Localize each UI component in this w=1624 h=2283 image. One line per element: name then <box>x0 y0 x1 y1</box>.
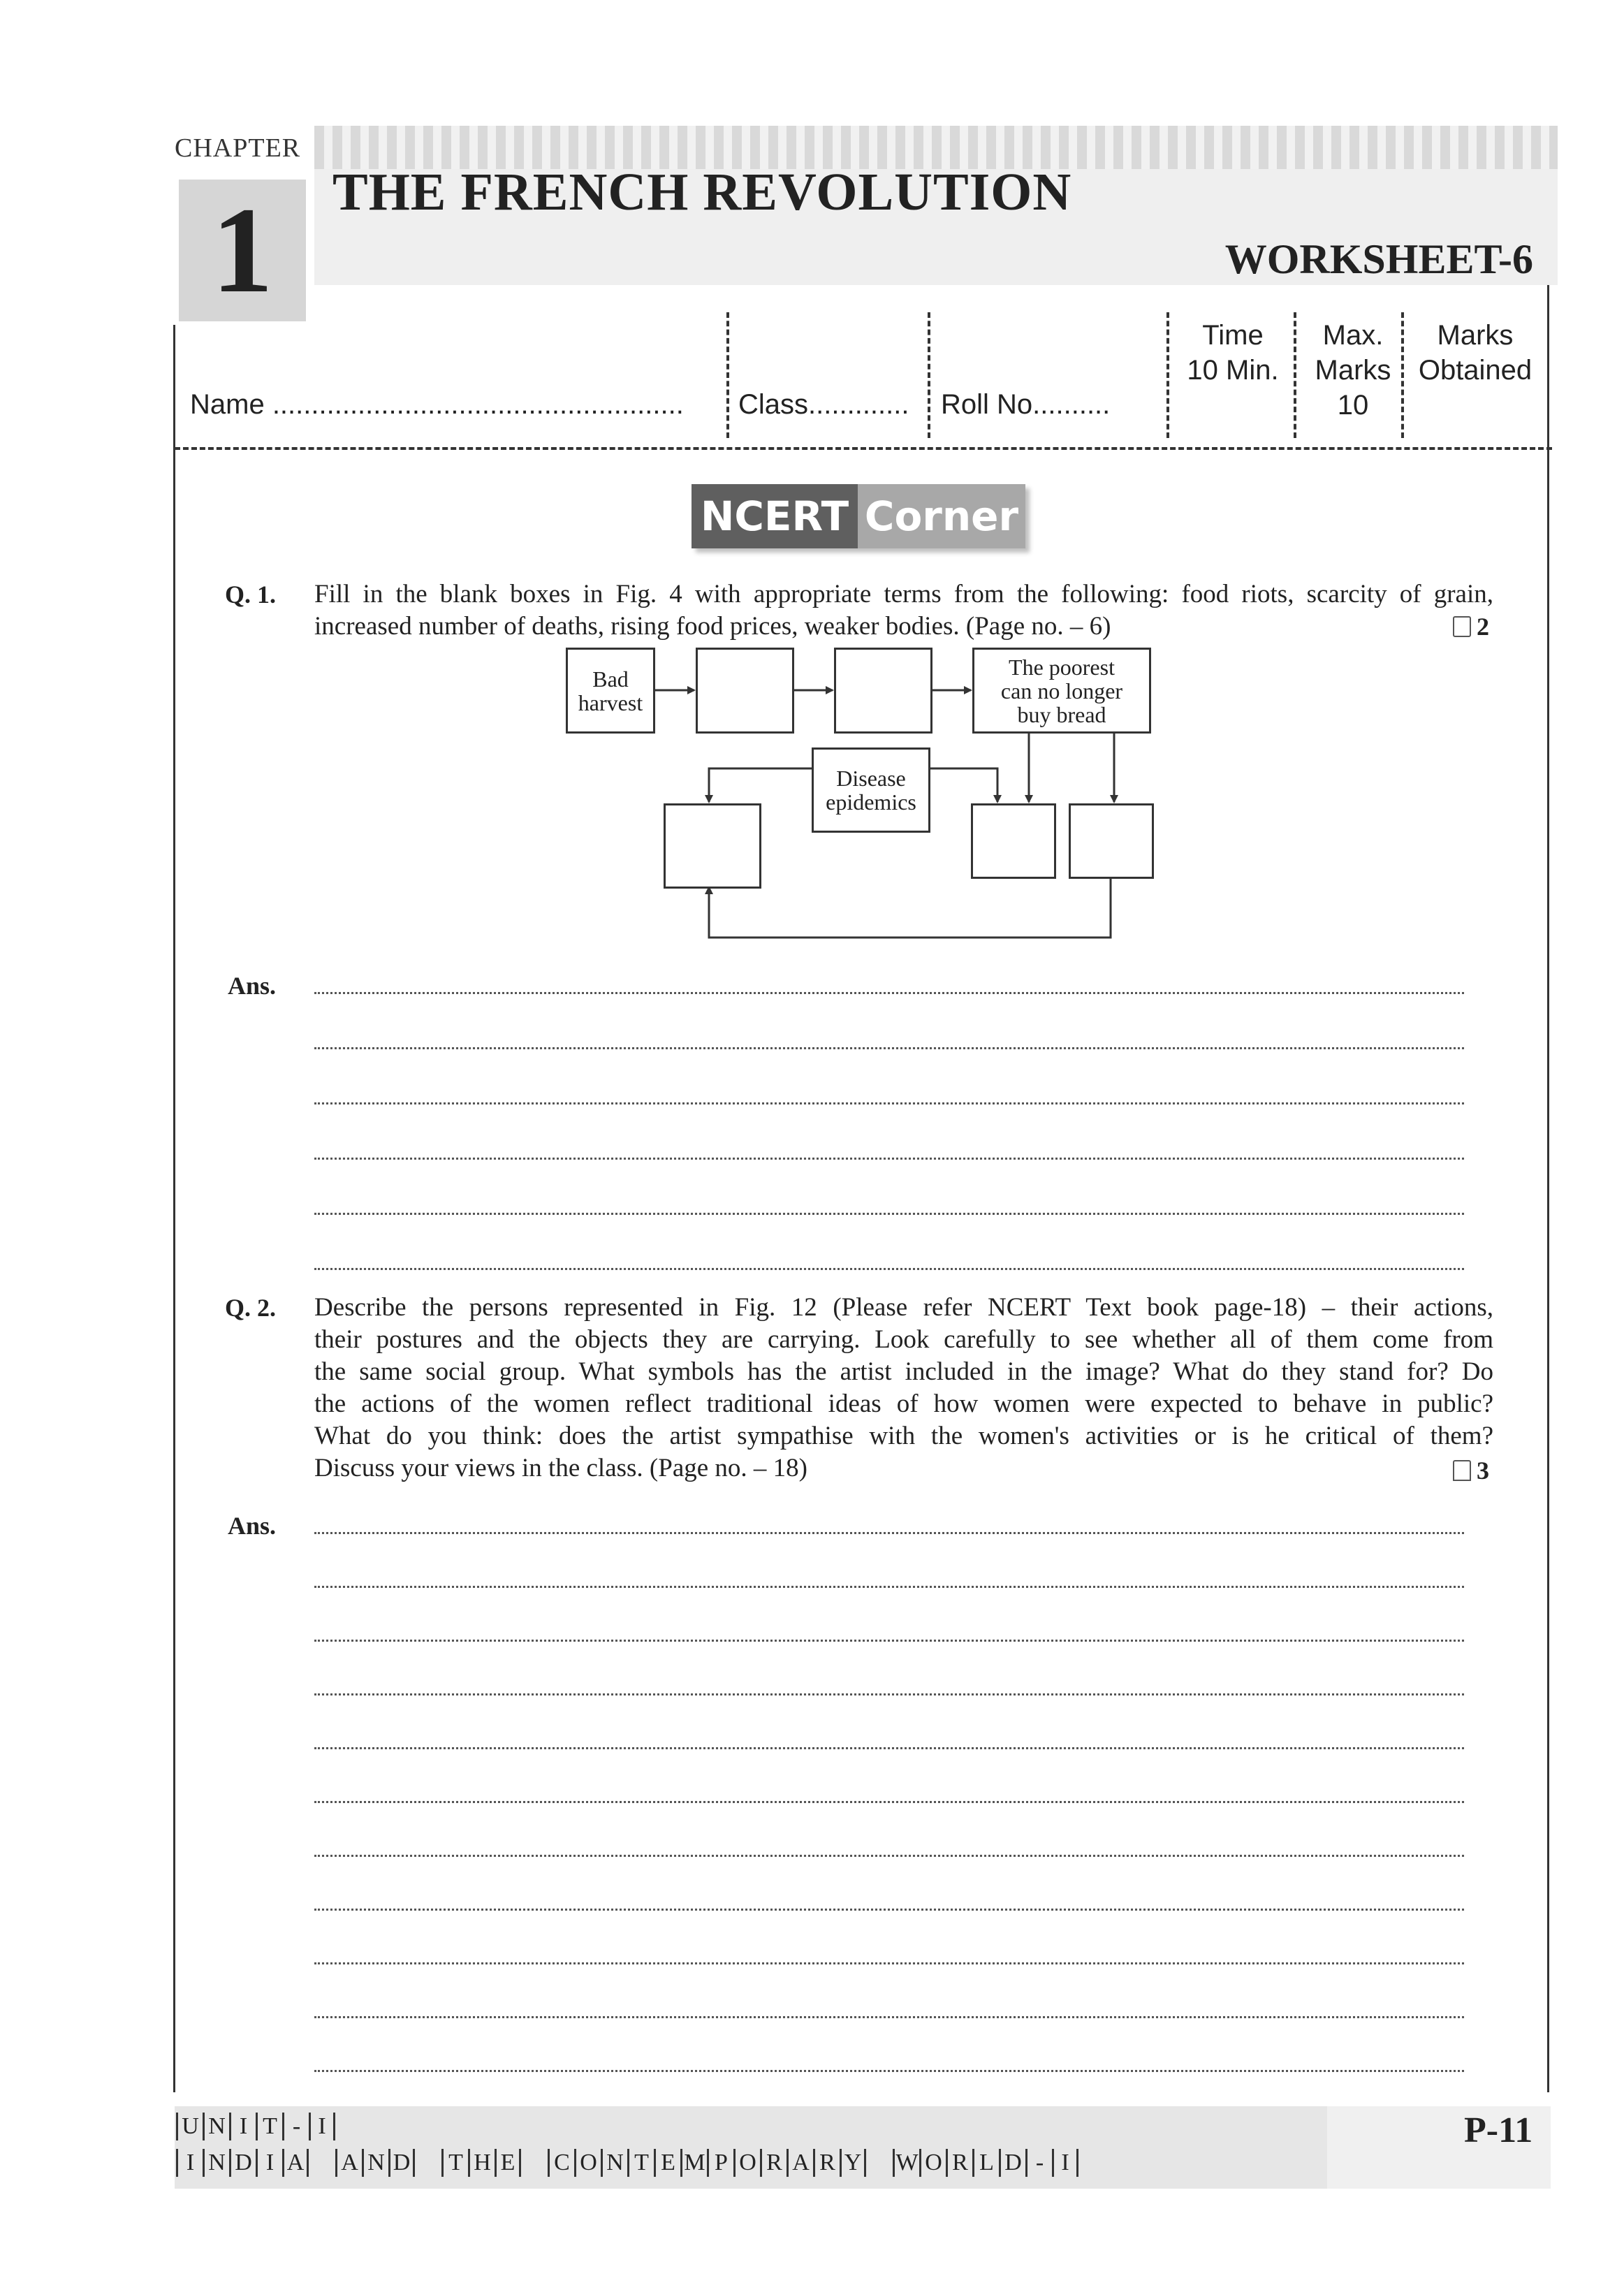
unit-letter: U <box>176 2113 203 2140</box>
answer-line[interactable] <box>314 1213 1464 1215</box>
subject-letter: H <box>468 2149 495 2177</box>
question-2-marks-value: 3 <box>1477 1457 1489 1485</box>
subject-letter: O <box>919 2149 946 2177</box>
bad-harvest-box <box>566 648 655 734</box>
subject-letter: I <box>176 2149 203 2177</box>
subject-letter: A <box>787 2149 813 2177</box>
blank-box-4[interactable] <box>971 803 1056 879</box>
answer-line[interactable] <box>314 1102 1464 1104</box>
question-2-line: Discuss your views in the class. (Page no. – 18) <box>314 1454 807 1482</box>
subject-word-india <box>176 2149 309 2177</box>
subject-letter: E <box>654 2149 680 2177</box>
answer-1-label: Ans. <box>228 972 277 1000</box>
answer-line[interactable] <box>314 1962 1464 1964</box>
subject-letter: L <box>972 2149 999 2177</box>
subject-letter: N <box>203 2149 229 2177</box>
subject-letter: D <box>229 2149 256 2177</box>
question-2-line: their postures and the objects they are carrying. Look carefully to see whether all of them come from <box>314 1325 1493 1354</box>
poorest-box <box>972 648 1151 734</box>
answer-line[interactable] <box>314 1909 1464 1911</box>
subject-letter: E <box>495 2149 521 2177</box>
answer-line[interactable] <box>314 1801 1464 1803</box>
disease-text: Disease <box>836 766 906 791</box>
bad-harvest-text: Bad <box>592 666 629 692</box>
answer-line[interactable] <box>314 2070 1464 2072</box>
unit-label <box>176 2113 335 2140</box>
poorest-text-2: can no longer <box>1000 678 1123 703</box>
question-2-line: What do you think: does the artist sympathise with the women's activities or is he critical of them? <box>314 1422 1493 1450</box>
answer-line[interactable] <box>314 1268 1464 1270</box>
unit-letter: - <box>282 2113 309 2140</box>
marks-obtained-label: Marks <box>1437 320 1514 351</box>
poorest-text: The poorest <box>1009 654 1115 680</box>
subject-letter: N <box>601 2149 627 2177</box>
subject-letter: A <box>335 2149 362 2177</box>
subject-letter: Y <box>840 2149 866 2177</box>
worksheet-label: WORKSHEET-6 <box>1224 236 1533 282</box>
question-2-marks <box>1453 1456 1489 1485</box>
class-field[interactable]: Class............. <box>738 389 909 420</box>
subject-letter: M <box>680 2149 707 2177</box>
blank-box-1[interactable] <box>696 648 794 734</box>
disease-text-2: epidemics <box>826 789 916 815</box>
chapter-label: CHAPTER <box>175 133 301 163</box>
chapter-title: THE FRENCH REVOLUTION <box>332 163 1072 221</box>
max-marks-value: 10 <box>1337 390 1369 421</box>
subject-letter: D <box>388 2149 415 2177</box>
subject-letter: A <box>282 2149 309 2177</box>
subject-word-the <box>441 2149 521 2177</box>
subject-label <box>176 2149 1078 2177</box>
max-marks-label: Max. <box>1322 320 1384 351</box>
answer-line[interactable] <box>314 1855 1464 1857</box>
question-2-line: the same social group. What symbols has the artist included in the image? What do they stand for? Do <box>314 1357 1493 1386</box>
subject-word-world <box>893 2149 1078 2177</box>
subject-letter: T <box>441 2149 468 2177</box>
answer-line[interactable] <box>314 1586 1464 1588</box>
subject-letter: - <box>1025 2149 1052 2177</box>
answer-line[interactable] <box>314 1532 1464 1534</box>
max-marks-label-2: Marks <box>1315 355 1391 386</box>
subject-letter: C <box>548 2149 574 2177</box>
time-label: Time <box>1202 320 1264 351</box>
subject-letter: P <box>707 2149 733 2177</box>
subject-letter: W <box>893 2149 919 2177</box>
subject-letter: O <box>574 2149 601 2177</box>
disease-epidemics-box <box>812 747 930 833</box>
blank-box-3[interactable] <box>664 803 761 889</box>
subject-letter: I <box>256 2149 282 2177</box>
question-2-line: Describe the persons represented in Fig. 12 (Please refer NCERT Text book page-18) – their actions, <box>314 1293 1493 1322</box>
subject-letter: R <box>813 2149 840 2177</box>
subject-letter: I <box>1052 2149 1078 2177</box>
answer-line[interactable] <box>314 992 1464 994</box>
question-2-number: Q. 2. <box>225 1294 277 1322</box>
chapter-number: 1 <box>212 182 273 319</box>
subject-letter: T <box>627 2149 654 2177</box>
unit-letter: I <box>229 2113 256 2140</box>
poorest-text-3: buy bread <box>1017 701 1106 727</box>
answer-line[interactable] <box>314 1158 1464 1160</box>
subject-letter: N <box>362 2149 388 2177</box>
page-number: P-11 <box>1464 2110 1533 2150</box>
answer-line[interactable] <box>314 1640 1464 1642</box>
application-icon <box>1453 1460 1471 1481</box>
answer-line[interactable] <box>314 2016 1464 2018</box>
question-1-number: Q. 1. <box>225 581 277 608</box>
subject-letter: D <box>999 2149 1025 2177</box>
corner-label: Corner <box>858 484 1025 548</box>
question-2-line: the actions of the women reflect traditional ideas of how women were expected to behave in public? <box>314 1390 1493 1418</box>
time-value: 10 Min. <box>1187 355 1279 386</box>
answer-2-label: Ans. <box>228 1512 277 1540</box>
ncert-label: NCERT <box>692 484 858 548</box>
question-1-marks-value: 2 <box>1477 613 1489 641</box>
name-field[interactable]: Name ..................................................... <box>190 389 684 420</box>
answer-line[interactable] <box>314 1047 1464 1049</box>
subject-letter: R <box>946 2149 972 2177</box>
bad-harvest-text-2: harvest <box>578 690 643 715</box>
unit-letter: T <box>256 2113 282 2140</box>
question-1-line-1: Fill in the blank boxes in Fig. 4 with appropriate terms from the following: food riots, scarcity of grain, <box>314 580 1493 608</box>
subject-word-and <box>335 2149 415 2177</box>
unit-letter: N <box>203 2113 229 2140</box>
subject-letter: O <box>733 2149 760 2177</box>
answer-line[interactable] <box>314 1693 1464 1695</box>
answer-line[interactable] <box>314 1747 1464 1749</box>
subject-letter: R <box>760 2149 787 2177</box>
marks-obtained-label-2: Obtained <box>1418 355 1532 386</box>
question-1-line-2: increased number of deaths, rising food prices, weaker bodies. (Page no. – 6) <box>314 612 1111 641</box>
blank-box-2[interactable] <box>834 648 932 734</box>
blank-box-5[interactable] <box>1069 803 1154 879</box>
subject-word-contemporary <box>548 2149 866 2177</box>
roll-no-field[interactable]: Roll No.......... <box>941 389 1111 420</box>
unit-letter: I <box>309 2113 335 2140</box>
question-2-text <box>314 1292 1493 1485</box>
